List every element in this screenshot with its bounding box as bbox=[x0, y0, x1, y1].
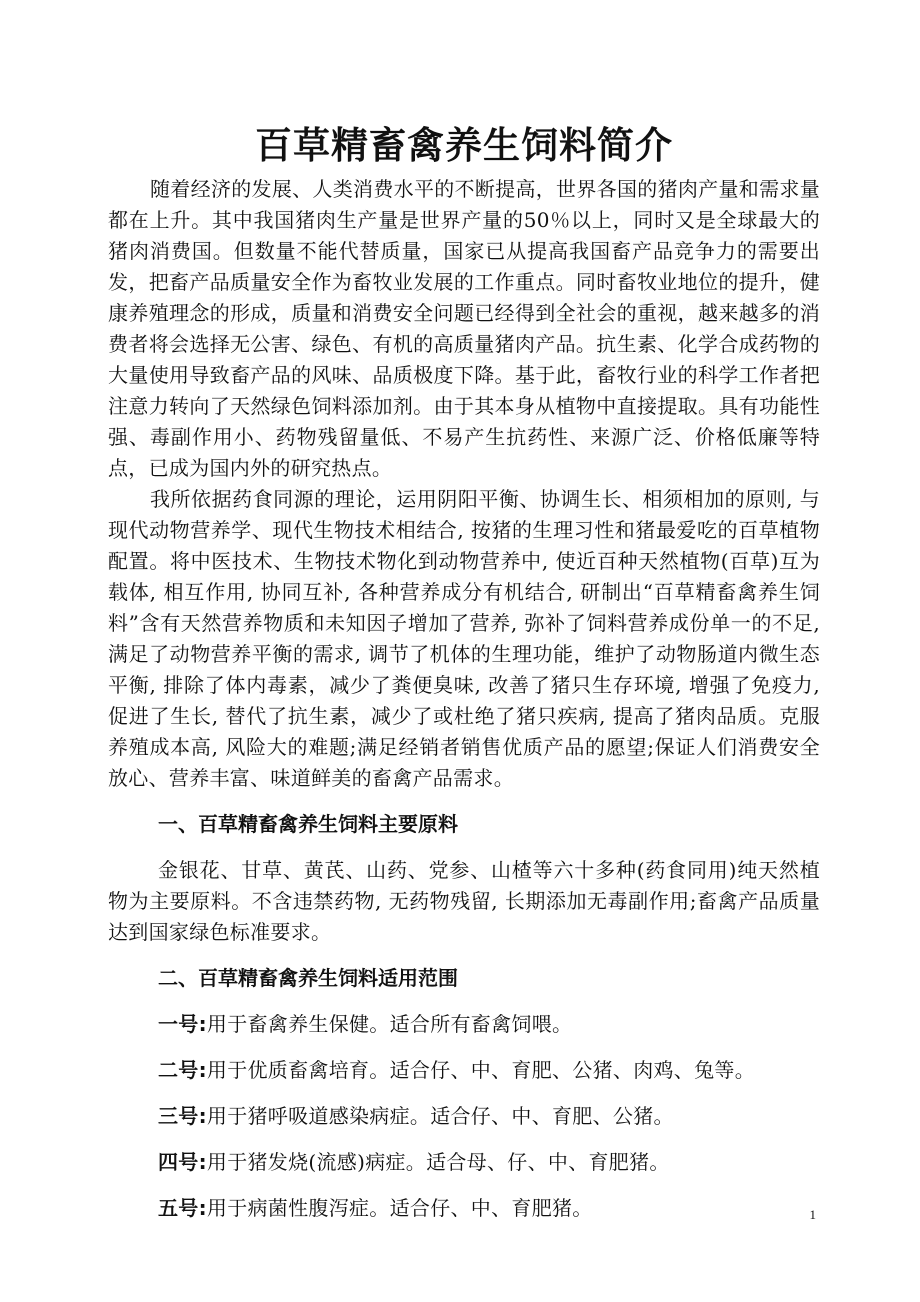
list-item bbox=[108, 1055, 820, 1086]
usage-text: 用于优质畜禽培育。适合仔、中、育肥、公猪、肉鸡、兔等。 bbox=[206, 1058, 756, 1082]
intro-paragraph: 随着经济的发展、人类消费水平的不断提高，世界各国的猪肉产量和需求量都在上升。其中我国猪肉生产量是世界产量的50％以上，同时又是全球最大的猪肉消费国。但数量不能代替质量，国家已从提高我国畜产品竞争力的需要出发，把畜产品质量安全作为畜牧业发展的工作重点。同时畜牧业地位的提升，健康养殖理念的形成，质量和消费安全问题已经得到全社会的重视，越来越多的消费者将会选择无公害、绿色、有机的高质量猪肉产品。抗生素、化学合成药物的大量使用导致畜产品的风味、品质极度下降。基于此，畜牧行业的科学工作者把注意力转向了天然绿色饲料添加剂。由于其本身从植物中直接提取。具有功能性强、毒副作用小、药物残留量低、不易产生抗药性、来源广泛、价格低廉等特点，已成为国内外的研究热点。 bbox=[108, 177, 820, 480]
list-item bbox=[108, 1147, 820, 1178]
section-heading-ingredients: 一、百草精畜禽养生饲料主要原料 bbox=[158, 812, 458, 836]
list-item bbox=[108, 1101, 820, 1132]
method-paragraph: 我所依据药食同源的理论，运用阴阳平衡、协调生长、相须相加的原则, 与现代动物营养学、现代生物技术相结合, 按猪的生理习性和猪最爱吃的百草植物配置。将中医技术、生物技术物化到动物营养中, 使近百种天然植物(百草)互为载体, 相互作用, 协同互补, 各种营养成分有机结合, 研制出“百草精畜禽养生饲料”含有天然营养物质和未知因子增加了营养, 弥补了饲料营养成份单一的不足, 满足了动物营养平衡的需求, 调节了机体的生理功能，维护了动物肠道内微生态平衡, 排除了体内毒素，减少了粪便臭味, 改善了猪只生存环境, 增强了免疫力, 促进了生长, 替代了抗生素，减少了或杜绝了猪只疾病, 提高了猪肉品质。克服养殖成本高, 风险大的难题;满足经销者销售优质产品的愿望;保证人们消费安全放心、营养丰富、味道鲜美的畜禽产品需求。 bbox=[108, 487, 820, 790]
page-number: 1 bbox=[809, 1207, 816, 1222]
document-page bbox=[108, 118, 820, 1239]
usage-number: 一号: bbox=[158, 1012, 207, 1036]
usage-number: 四号: bbox=[158, 1150, 207, 1174]
usage-number: 五号: bbox=[158, 1196, 207, 1220]
usage-text: 用于畜禽养生保健。适合所有畜禽饲喂。 bbox=[206, 1012, 573, 1036]
list-item bbox=[108, 1193, 820, 1224]
usage-text: 用于病菌性腹泻症。适合仔、中、育肥猪。 bbox=[206, 1196, 593, 1220]
ingredients-paragraph: 金银花、甘草、黄芪、山药、党参、山楂等六十多种(药食同用)纯天然植物为主要原料。不含违禁药物, 无药物残留, 长期添加无毒副作用;畜禽产品质量达到国家绿色标准要求。 bbox=[108, 858, 820, 944]
list-item bbox=[108, 1009, 820, 1040]
usage-text: 用于猪呼吸道感染病症。适合仔、中、育肥、公猪。 bbox=[206, 1104, 674, 1128]
usage-number: 二号: bbox=[158, 1058, 207, 1082]
usage-number: 三号: bbox=[158, 1104, 207, 1128]
page-title: 百草精畜禽养生饲料简介 bbox=[255, 124, 673, 167]
usage-list bbox=[108, 1009, 820, 1224]
section-heading-usage: 二、百草精畜禽养生饲料适用范围 bbox=[158, 966, 458, 990]
usage-text: 用于猪发烧(流感)病症。适合母、仔、中、育肥猪。 bbox=[206, 1150, 670, 1174]
